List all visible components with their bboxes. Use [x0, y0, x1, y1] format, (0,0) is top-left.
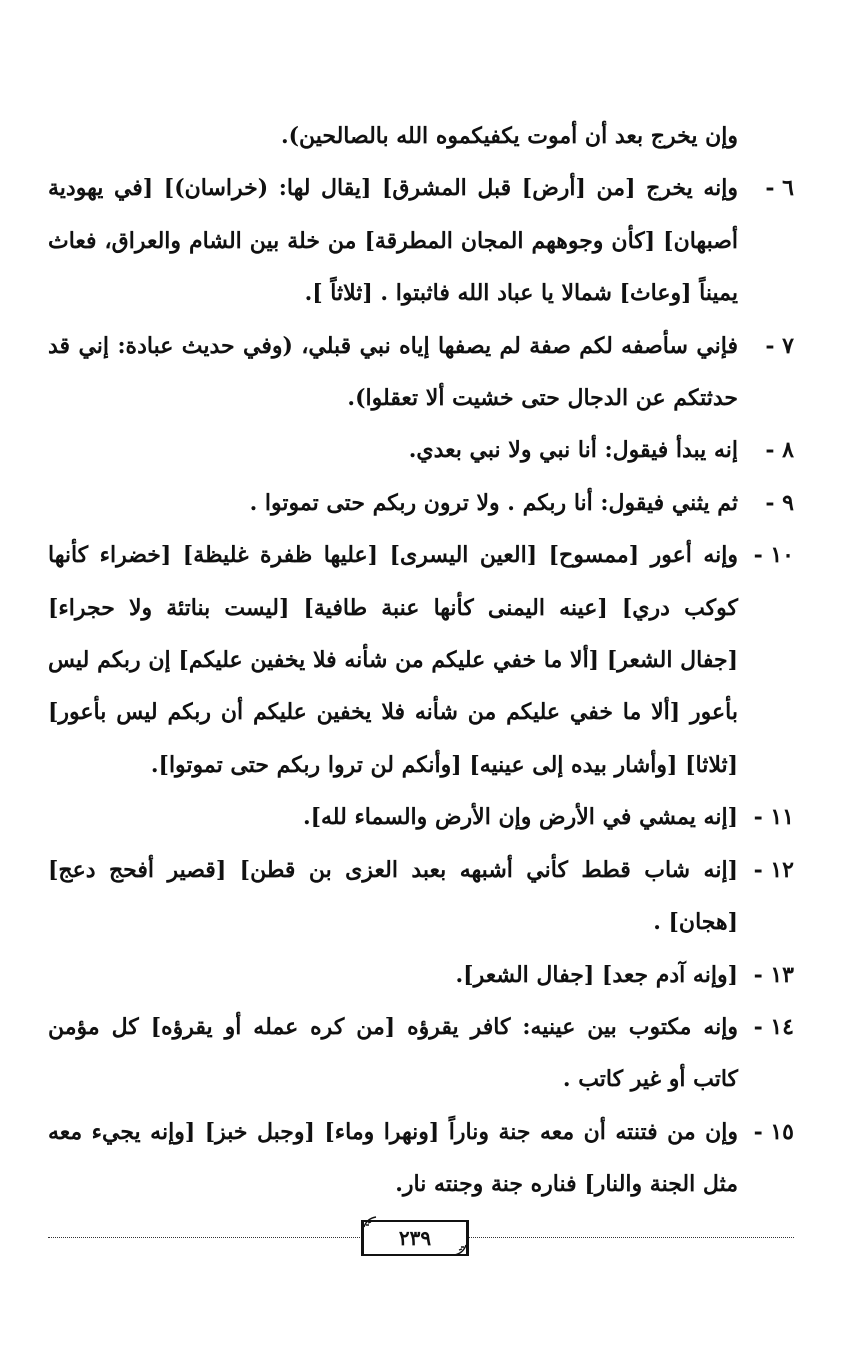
corner-ornament-icon: [363, 1216, 377, 1228]
page-number: ٢٣٩: [398, 1226, 432, 1250]
paragraph-number: ١٠ -: [753, 542, 794, 569]
paragraph-number: ٧ -: [765, 332, 794, 359]
paragraph-text: وإن يخرج بعد أن أموت يكفيكموه الله بالصالحين).: [280, 123, 738, 149]
paragraph-text: وإنه مكتوب بين عينيه: كافر يقرؤه [من كره عمله أو يقرؤه] كل مؤمن كاتب أو غير كاتب .: [48, 1013, 738, 1093]
paragraph-number: ١٥ -: [753, 1118, 794, 1145]
paragraph-text: فإني سأصفه لكم صفة لم يصفها إياه نبي قبلي، (وفي حديث عبادة: إني قد حدثتكم عن الدجال حتى خشيت ألا تعقلوا).: [48, 332, 738, 412]
paragraph-14: [48, 1001, 794, 1106]
paragraph-12: [48, 844, 794, 949]
paragraph-number: ٩ -: [765, 489, 794, 516]
paragraph-text: وإنه أعور [ممسوح] [العين اليسرى] [عليها ظفرة غليظة] [خضراء كأنها كوكب دري] [عينه اليمنى كأنها عنبة طافية] [ليست بناتئة ولا حجراء] [جفال الشعر] [ألا ما خفي عليكم من شأنه فلا يخفين عليكم] إن ربكم ليس بأعور [ألا ما خفي عليكم من شأنه فلا يخفين عليكم أن ربكم ليس بأعور] [ثلاثا] [وأشار بيده إلى عينيه] [وأنكم لن تروا ربكم حتى تموتوا].: [48, 542, 738, 778]
paragraph-number: ١٣ -: [753, 961, 794, 988]
paragraph-9: [48, 477, 794, 529]
paragraph-number: ٦ -: [765, 175, 794, 202]
paragraph-text: [إنه يمشي في الأرض وإن الأرض والسماء لله].: [302, 804, 738, 831]
paragraph-10: [48, 529, 794, 791]
paragraph-15: [48, 1106, 794, 1211]
paragraph-text: وإن من فتنته أن معه جنة وناراً [ونهرا وماء] [وجبل خبز] [وإنه يجيء معه مثل الجنة والنار] فناره جنة وجنته نار.: [48, 1118, 738, 1198]
paragraph-8: [48, 424, 794, 476]
page-footer: [48, 1220, 794, 1260]
corner-ornament-icon: [453, 1244, 467, 1256]
paragraph-number: ١٤ -: [753, 1013, 794, 1040]
paragraph-number: ٨ -: [765, 437, 794, 464]
paragraph-7: [48, 320, 794, 425]
paragraph-number: ١١ -: [753, 804, 794, 831]
paragraph-number: ١٢ -: [753, 856, 794, 883]
paragraph-continuation: [48, 110, 794, 162]
paragraph-text: ثم يثني فيقول: أنا ربكم . ولا ترون ربكم حتى تموتوا .: [249, 489, 738, 516]
paragraph-text: [إنه شاب قطط كأني أشبهه بعبد العزى بن قطن] [قصير أفحج دعج] [هجان] .: [48, 856, 738, 936]
paragraph-text: إنه يبدأ فيقول: أنا نبي ولا نبي بعدي.: [408, 437, 738, 464]
paragraph-11: [48, 791, 794, 843]
paragraph-text: [وإنه آدم جعد] [جفال الشعر].: [455, 961, 738, 988]
main-text: [48, 110, 794, 1211]
paragraph-text: وإنه يخرج [من [أرض] قبل المشرق] [يقال لها: (خراسان)] [في يهودية أصبهان] [كأن وجوههم المجان المطرقة] من خلة بين الشام والعراق، فعاث يميناً [وعاث] شمالا يا عباد الله فاثبتوا . [ثلاثاً ].: [48, 175, 738, 307]
paragraph-6: [48, 162, 794, 319]
paragraph-13: [48, 949, 794, 1001]
